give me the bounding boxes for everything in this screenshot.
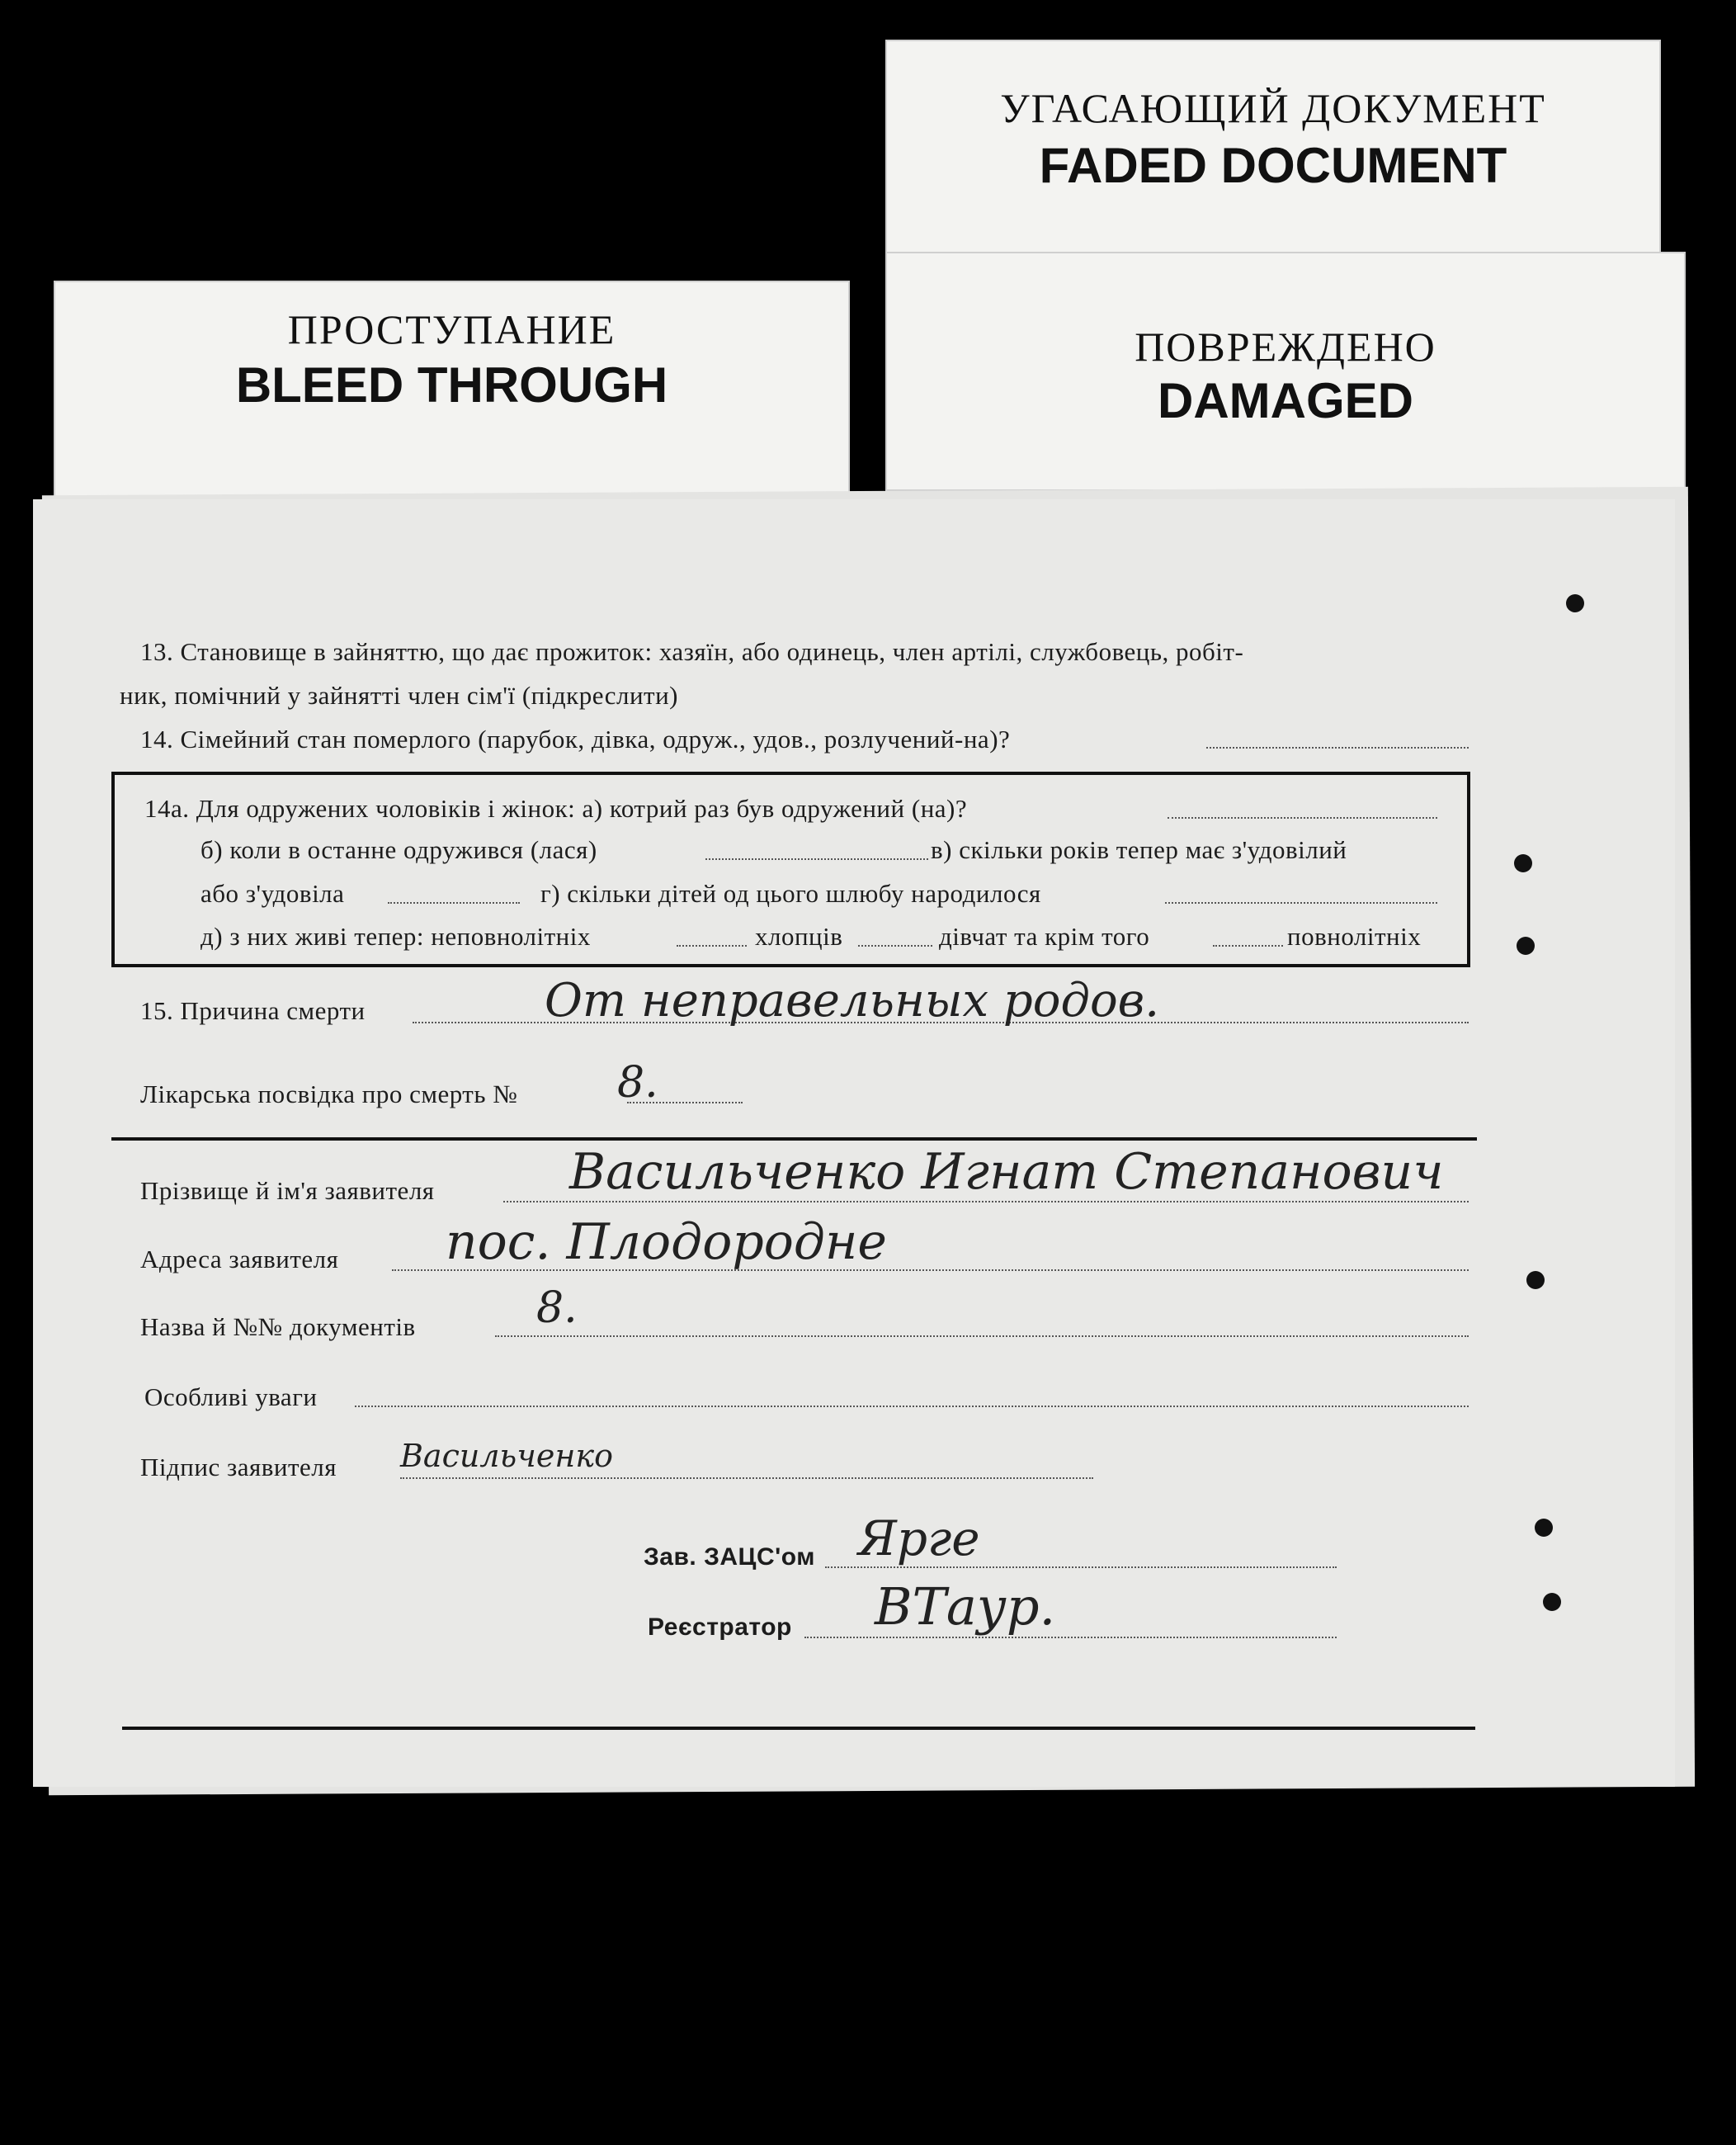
item-13-line2: ник, помічний у зайнятті член сім'ї (підкреслити) — [120, 681, 678, 710]
notes-label: Особливі уваги — [144, 1382, 318, 1411]
punch-hole — [1543, 1593, 1561, 1611]
address-handwritten: пос. Плодородне — [446, 1213, 887, 1271]
punch-hole — [1517, 937, 1535, 955]
item-14: 14. Сімейний стан померлого (парубок, дівка, одруж., удов., розлучений-на)? — [140, 725, 1011, 754]
faded-label-ru: УГАСАЮЩИЙ ДОКУМЕНТ — [1000, 85, 1546, 131]
signature-label: Підпис заявителя — [140, 1453, 337, 1481]
damaged-label-ru: ПОВРЕЖДЕНО — [1135, 324, 1436, 370]
box-14a-line4d: повнолітніх — [1287, 922, 1422, 951]
damaged-label-en: DAMAGED — [1158, 373, 1413, 428]
box-14a-field-2[interactable] — [705, 858, 928, 860]
cause-of-death-handwritten: От неправельных родов. — [545, 974, 1160, 1028]
punch-hole — [1514, 854, 1532, 872]
documents-field[interactable] — [495, 1335, 1469, 1337]
box-14a-line4c: дівчат та крім того — [939, 922, 1150, 951]
certificate-label: Лікарська посвідка про смерть № — [140, 1080, 518, 1108]
bleed-label-ru: ПРОСТУПАНИЕ — [287, 306, 616, 352]
box-14a-line1: 14а. Для одружених чоловіків і жінок: а) котрий раз був одружений (на)? — [144, 794, 968, 823]
punch-hole — [1566, 594, 1584, 612]
box-14a-field-5[interactable] — [677, 945, 747, 947]
bleed-through-label — [54, 281, 850, 499]
registrar-signature-field[interactable] — [804, 1637, 1337, 1638]
box-14a-line2b: в) скільки років тепер має з'удовілий — [931, 835, 1347, 864]
signature-field[interactable] — [400, 1477, 1093, 1479]
applicant-name-handwritten: Васильченко Игнат Степанович — [569, 1143, 1444, 1201]
box-14a-field-7[interactable] — [1213, 945, 1283, 947]
head-signature-field[interactable] — [825, 1566, 1337, 1568]
box-14a-field-3[interactable] — [388, 902, 520, 904]
registrar-signature: ВТаур. — [875, 1576, 1056, 1637]
applicant-signature: Васильченко — [400, 1438, 613, 1474]
faded-document-label — [885, 40, 1661, 271]
documents-label: Назва й №№ документів — [140, 1312, 416, 1341]
head-signature: Ярге — [858, 1510, 980, 1566]
bottom-rule — [122, 1727, 1475, 1730]
applicant-name-field[interactable] — [503, 1201, 1469, 1202]
box-14a-field-4[interactable] — [1165, 902, 1437, 904]
box-14a-line4a: д) з них живі тепер: неповнолітніх — [200, 922, 591, 951]
section-divider — [111, 1137, 1477, 1141]
bleed-label-en: BLEED THROUGH — [235, 357, 668, 413]
box-14a-line4b: хлопців — [755, 922, 843, 951]
box-14a-field-1[interactable] — [1168, 817, 1437, 819]
faded-label-en: FADED DOCUMENT — [1039, 138, 1507, 193]
damaged-label — [885, 252, 1686, 491]
box-14a-line3b: г) скільки дітей од цього шлюбу народилося — [540, 879, 1041, 908]
notes-field[interactable] — [355, 1406, 1469, 1407]
documents-handwritten: 8. — [536, 1283, 578, 1333]
item-14-field[interactable] — [1206, 747, 1469, 749]
box-14a-field-6[interactable] — [858, 945, 932, 947]
item-13-line1: 13. Становище в зайняттю, що дає прожиток: хазяїн, або одинець, член артілі, службовець, робіт- — [140, 637, 1244, 666]
box-14a-line3a: або з'удовіла — [200, 879, 345, 908]
punch-hole — [1535, 1519, 1553, 1537]
certificate-number-handwritten: 8. — [617, 1058, 658, 1108]
address-label: Адреса заявителя — [140, 1245, 339, 1273]
box-14a-line2a: б) коли в останне одружився (лася) — [200, 835, 597, 864]
registrar-label: Реєстратор — [648, 1613, 792, 1641]
item-15-label: 15. Причина смерти — [140, 996, 366, 1025]
head-label: Зав. ЗАЦС'ом — [644, 1543, 815, 1571]
punch-hole — [1526, 1271, 1545, 1289]
applicant-name-label: Прізвище й ім'я заявителя — [140, 1176, 435, 1205]
